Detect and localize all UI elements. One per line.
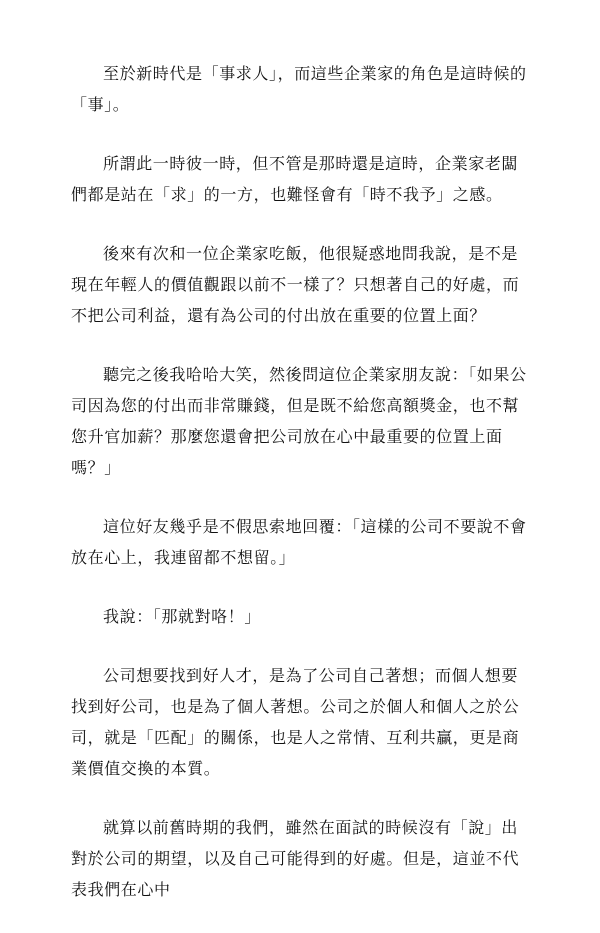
paragraph-8: 就算以前舊時期的我們，雖然在面試的時候沒有「說」出對於公司的期望，以及自己可能得到的好處。但是，這並不代表我們在心中 [71,818,520,899]
document-page [71,58,529,933]
paragraph-3: 後來有次和一位企業家吃飯，他很疑惑地問我說，是不是現在年輕人的價值觀跟以前不一樣了？只想著自己的好處，而不把公司利益，還有為公司的付出放在重要的位置上面？ [71,244,520,325]
paragraph-6: 我說：「那就對咯！」 [103,607,262,626]
paragraph-4: 聽完之後我哈哈大笑，然後問這位企業家朋友說：「如果公司因為您的付出而非常賺錢，但是既不給您高額獎金，也不幫您升官加薪？那麼您還會把公司放在心中最重要的位置上面嗎？」 [71,365,527,477]
paragraph-7: 公司想要找到好人才，是為了公司自己著想；而個人想要找到好公司，也是為了個人著想。公司之於個人和個人之於公司，就是「匹配」的關係，也是人之常情、互利共贏，更是商業價值交換的本質。 [71,666,520,778]
paragraph-2: 所謂此一時彼一時，但不管是那時還是這時，企業家老闆們都是站在「求」的一方，也難怪會有「時不我予」之感。 [71,154,519,204]
paragraph-5: 這位好友幾乎是不假思索地回覆：「這樣的公司不要說不會放在心上，我連留都不想留。」 [71,517,527,567]
paragraph-1: 至於新時代是「事求人」，而這些企業家的角色是這時候的「事」。 [71,64,527,114]
